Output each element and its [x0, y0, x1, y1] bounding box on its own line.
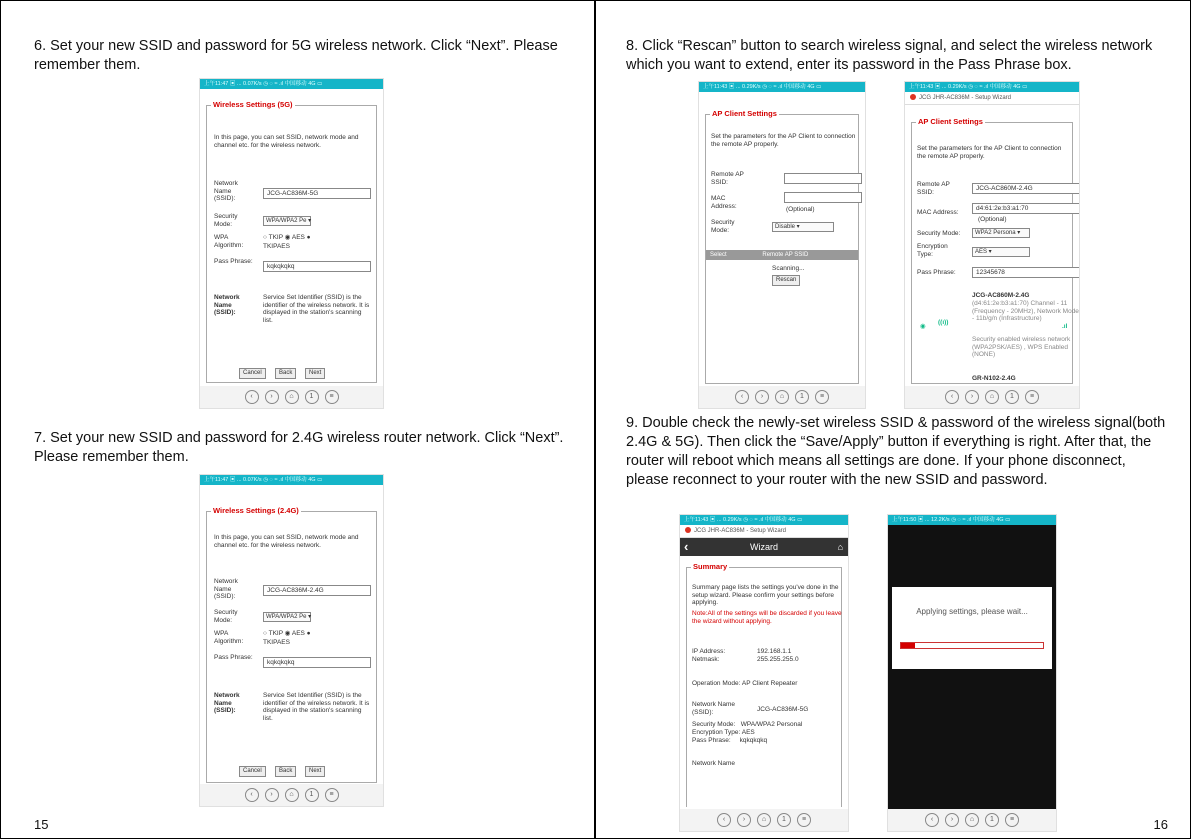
netmask-value: 255.255.255.0 [757, 656, 799, 663]
intro-text: In this page, you can set SSID, network mode and channel etc. for the wireless network. [214, 534, 359, 549]
remote-ssid-input[interactable]: JCG-AC860M-2.4G [972, 183, 1080, 194]
menu-icon[interactable]: ≡ [815, 390, 829, 404]
cancel-button[interactable]: Cancel [239, 368, 266, 379]
browser-nav [200, 386, 383, 408]
encryption-select[interactable]: AES ▾ [972, 247, 1030, 257]
tabs-icon[interactable]: 1 [777, 813, 791, 827]
wpa-radio-group[interactable]: ○ TKIP ◉ AES ● [263, 630, 311, 637]
forward-icon[interactable]: › [965, 390, 979, 404]
col-select: Select [710, 252, 727, 258]
ssid-input[interactable]: JCG-AC836M-5G [263, 188, 371, 199]
browser-nav [888, 809, 1056, 831]
help-term: Network Name (SSID): [214, 294, 240, 316]
scan-table-header [706, 250, 858, 260]
home-icon[interactable]: ⌂ [775, 390, 789, 404]
next-network-label: Network Name [692, 760, 735, 767]
label-pass: Pass Phrase: [214, 654, 253, 661]
pass-input[interactable]: kqkqkqkq [263, 261, 371, 272]
status-bar: 上午11:47 ▣ ... 0.07K/s ◷ ◌ ≈ .ıl 中国移动 4G ▭ [200, 475, 383, 485]
network-radio[interactable]: ◉ [920, 323, 926, 330]
tabs-icon[interactable]: 1 [305, 390, 319, 404]
back-icon[interactable]: ‹ [735, 390, 749, 404]
forward-icon[interactable]: › [265, 788, 279, 802]
rescan-button[interactable]: Rescan [772, 275, 800, 286]
network-name[interactable]: JCG-AC860M-2.4G [972, 292, 1030, 299]
security-select[interactable]: Disable ▾ [772, 222, 834, 232]
intro-text: Set the parameters for the AP Client to connection the remote AP properly. [711, 133, 856, 148]
summary-intro: Summary page lists the settings you've done in the setup wizard. Please confirm your settings before applying. [692, 584, 839, 606]
help-text: Service Set Identifier (SSID) is the identifier of the wireless network. It is displayed in the station's scanning list. [263, 692, 370, 722]
url-text: JCG JHR-AC836M - Setup Wizard [919, 95, 1012, 101]
forward-icon[interactable]: › [737, 813, 751, 827]
wireless-5g-form [206, 100, 377, 383]
tabs-icon[interactable]: 1 [305, 788, 319, 802]
next-network-name[interactable]: GR-N102-2.4G [972, 375, 1016, 382]
progress-bar [900, 642, 1044, 649]
ssid-value: JCG-AC836M-5G [757, 706, 809, 713]
ip-label: IP Address: [692, 648, 726, 655]
label-wpa: WPA Algorithm: [214, 630, 244, 645]
progress-fill [901, 643, 915, 648]
ap-client-form [911, 117, 1079, 384]
status-bar: 上午11:43 ▣ ... 0.29K/s ◷ ◌ ≈ .ıl 中国移动 4G ▭ [905, 82, 1079, 92]
optional-hint: (Optional) [978, 216, 1007, 223]
step-7-text: 7. Set your new SSID and password for 2.4G wireless router network. Click “Next”. Please remember them. [34, 430, 564, 465]
col-remote-ssid: Remote AP SSID [762, 252, 809, 258]
url-bar[interactable] [905, 92, 1079, 105]
summary-title: Summary [693, 562, 728, 571]
forward-icon[interactable]: › [945, 813, 959, 827]
tabs-icon[interactable]: 1 [1005, 390, 1019, 404]
home-icon[interactable]: ⌂ [837, 542, 843, 552]
optional-hint: (Optional) [786, 206, 815, 213]
phone-ap-client-filled [904, 81, 1080, 409]
status-bar: 上午11:50 ▣ ... 12.2K/s ◷ ◌ ≈ .ıl 中国移动 4G ▭ [888, 515, 1056, 525]
ssid-input[interactable]: JCG-AC836M-2.4G [263, 585, 371, 596]
applying-dialog [892, 587, 1052, 669]
browser-nav [680, 809, 848, 831]
label-mac: MAC Address: [711, 195, 737, 210]
intro-text: Set the parameters for the AP Client to connection the remote AP properly. [917, 145, 1062, 160]
form-title: AP Client Settings [712, 109, 777, 118]
phone-ap-client-scan [698, 81, 866, 409]
label-security: Security Mode: [711, 219, 735, 234]
page-15 [0, 0, 595, 839]
home-icon[interactable]: ⌂ [965, 813, 979, 827]
step-6-text: 6. Set your new SSID and password for 5G wireless network. Click “Next”. Please remember them. [34, 38, 558, 73]
network-detail: (d4:61:2e:b3:a1:70) Channel - 11 (Frequency - 20MHz), Network Mode - 11b/g/n (Infrastructure) [972, 300, 1079, 322]
intro-text: In this page, you can set SSID, network mode and channel etc. for the wireless network. [214, 134, 359, 149]
label-remote-ssid: Remote AP SSID: [711, 171, 744, 186]
wizard-title: Wizard [749, 542, 778, 552]
encryption-line: Encryption Type: AES [692, 729, 755, 736]
back-icon[interactable]: ‹ [925, 813, 939, 827]
site-icon [685, 527, 691, 533]
pass-line: Pass Phrase: kqkqkqkq [692, 737, 768, 744]
back-icon[interactable]: ‹ [717, 813, 731, 827]
site-icon [910, 94, 916, 100]
back-icon[interactable]: ‹ [245, 788, 259, 802]
mac-input[interactable] [784, 192, 862, 203]
label-mac: MAC Address: [917, 209, 959, 216]
browser-nav [905, 386, 1079, 408]
menu-icon[interactable]: ≡ [797, 813, 811, 827]
security-select[interactable]: WPA/WPA2 Pe ▾ [263, 612, 311, 622]
cancel-button[interactable]: Cancel [239, 766, 266, 777]
page-16 [595, 0, 1191, 839]
page-number: 16 [1153, 817, 1168, 832]
summary-panel [686, 562, 842, 807]
label-security: Security Mode: [214, 213, 238, 228]
menu-icon[interactable]: ≡ [1025, 390, 1039, 404]
page-number: 15 [34, 817, 49, 832]
operation-mode: Operation Mode: AP Client Repeater [692, 680, 798, 687]
label-ssid: Network Name (SSID): [214, 578, 238, 600]
label-pass: Pass Phrase: [917, 269, 956, 276]
phone-wireless-24g [199, 474, 384, 807]
phone-summary [679, 514, 849, 832]
url-text: JCG JHR-AC836M - Setup Wizard [694, 528, 787, 534]
security-line: Security Mode: WPA/WPA2 Personal [692, 721, 803, 728]
label-wpa: WPA Algorithm: [214, 234, 244, 249]
wireless-24g-form [206, 506, 377, 783]
label-pass: Pass Phrase: [214, 258, 253, 265]
remote-ssid-input[interactable] [784, 173, 862, 184]
help-term: Network Name (SSID): [214, 692, 240, 714]
ap-client-form [705, 109, 859, 384]
forward-icon[interactable]: › [265, 390, 279, 404]
home-icon[interactable]: ⌂ [285, 390, 299, 404]
browser-nav [699, 386, 865, 408]
back-icon[interactable]: ‹ [945, 390, 959, 404]
forward-icon[interactable]: › [755, 390, 769, 404]
help-text: Service Set Identifier (SSID) is the identifier of the wireless network. It is displayed in the station's scanning list. [263, 294, 370, 324]
mac-input[interactable]: d4:61:2e:b3:a1:70 [972, 203, 1080, 214]
label-remote-ssid: Remote AP SSID: [917, 181, 950, 196]
wpa-radio-group[interactable]: ○ TKIP ◉ AES ● [263, 234, 311, 241]
back-icon[interactable]: ‹ [245, 390, 259, 404]
security-select[interactable]: WPA/WPA2 Pe ▾ [263, 216, 311, 226]
signal-strength-icon: .ıl [1062, 323, 1068, 330]
form-title: Wireless Settings (2.4G) [213, 506, 299, 515]
phone-applying [887, 514, 1057, 832]
summary-note: Note:All of the settings will be discarded if you leave the wizard without applying. [692, 610, 842, 625]
status-bar: 上午11:47 ▣ ... 0.07K/s ◷ ◌ ≈ .ıl 中国移动 4G ▭ [200, 79, 383, 89]
wpa-current: TKIPAES [263, 243, 290, 250]
scanning-status: Scanning... [772, 265, 805, 272]
tabs-icon[interactable]: 1 [985, 813, 999, 827]
applying-message: Applying settings, please wait... [916, 607, 1028, 616]
form-title: Wireless Settings (5G) [213, 100, 293, 109]
form-title: AP Client Settings [918, 117, 983, 126]
step-8-text: 8. Click “Rescan” button to search wireless signal, and select the wireless network which you want to extend, enter its password in the Pass Phrase box. [626, 38, 1153, 73]
ssid-label: Network Name (SSID): [692, 701, 735, 716]
home-icon[interactable]: ⌂ [285, 788, 299, 802]
pass-input[interactable]: kqkqkqkq [263, 657, 371, 668]
tabs-icon[interactable]: 1 [795, 390, 809, 404]
security-select[interactable]: WPA2 Persona ▾ [972, 228, 1030, 238]
wpa-current: TKIPAES [263, 639, 290, 646]
back-button[interactable]: Back [275, 368, 296, 379]
label-security: Security Mode: [917, 230, 961, 237]
network-security: Security enabled wireless network (WPA2PSK/AES) , WPS Enabled (NONE) [972, 336, 1071, 358]
ip-value: 192.168.1.1 [757, 648, 792, 655]
wizard-header [680, 538, 848, 556]
pass-input[interactable]: 12345678 [972, 267, 1080, 278]
step-9-text: 9. Double check the newly-set wireless SSID & password of the wireless signal(both 2.4G & 5G). Then click the “Save/Apply” button if everything is right. After that, the router will reboot which means all settings are done. If your phone disconnect, please reconnect to your router with the new SSID and password. [626, 415, 1166, 488]
browser-nav [200, 784, 383, 806]
access-point-icon: ((ı)) [938, 319, 949, 326]
menu-icon[interactable]: ≡ [325, 390, 339, 404]
menu-icon[interactable]: ≡ [325, 788, 339, 802]
label-security: Security Mode: [214, 609, 238, 624]
label-ssid: Network Name (SSID): [214, 180, 238, 202]
phone-wireless-5g [199, 78, 384, 409]
next-button[interactable]: Next [305, 766, 325, 777]
status-bar: 上午11:43 ▣ ... 0.29K/s ◷ ◌ ≈ .ıl 中国移动 4G ▭ [680, 515, 848, 525]
label-encryption: Encryption Type: [917, 243, 948, 258]
back-button[interactable]: Back [275, 766, 296, 777]
home-icon[interactable]: ⌂ [985, 390, 999, 404]
menu-icon[interactable]: ≡ [1005, 813, 1019, 827]
url-bar[interactable] [680, 525, 848, 538]
netmask-label: Netmask: [692, 656, 720, 663]
home-icon[interactable]: ⌂ [757, 813, 771, 827]
next-button[interactable]: Next [305, 368, 325, 379]
back-arrow-icon[interactable]: ‹ [684, 539, 689, 554]
status-bar: 上午11:43 ▣ ... 0.29K/s ◷ ◌ ≈ .ıl 中国移动 4G ▭ [699, 82, 865, 92]
